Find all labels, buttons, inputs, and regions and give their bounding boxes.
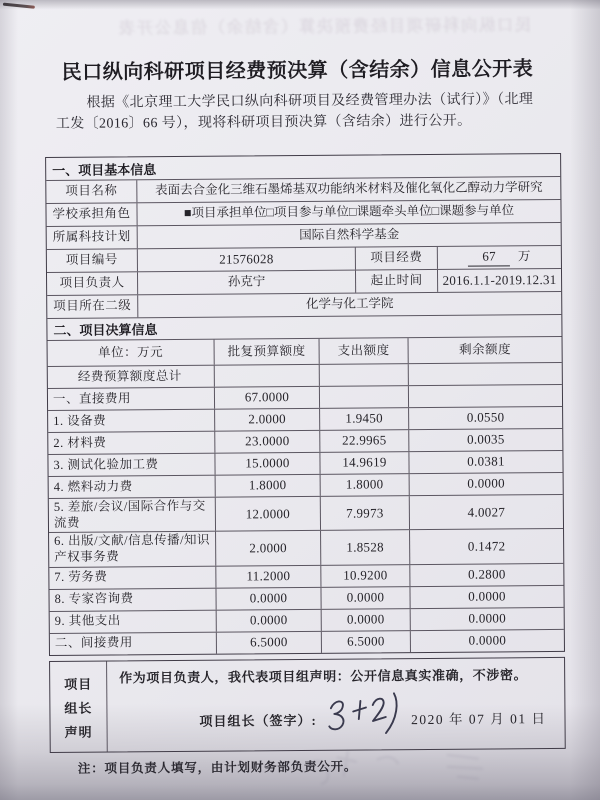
table-row (48, 428, 562, 454)
date-text: 2020 年 07 月 01 日 (411, 711, 547, 728)
project-code-label: 项目编号 (65, 252, 118, 268)
budget-remaining-cell: 0.0000 (410, 629, 564, 651)
table-row (48, 450, 562, 476)
budget-header-row (48, 336, 562, 366)
budget-spent-cell: 14.9619 (319, 452, 408, 474)
budget-col-remaining: 剩余额度 (408, 337, 562, 363)
table-row (50, 628, 564, 654)
declaration-side-label (50, 662, 108, 752)
budget-approved-cell: 1.8000 (215, 475, 320, 497)
budget-spent-cell: 22.9965 (319, 430, 408, 452)
budget-col-spent: 支出额度 (319, 338, 408, 364)
sign-label: 项目组长（签字）: (199, 712, 317, 729)
budget-row-label: 4. 燃料动力费 (53, 479, 133, 494)
budget-row-label: 2. 材料费 (53, 435, 107, 450)
table-row (48, 384, 562, 410)
table-row (49, 584, 563, 610)
budget-row-label: 8. 专家咨询费 (54, 591, 134, 607)
budget-col-approved: 批复预算额度 (214, 339, 319, 365)
table-row (48, 406, 562, 432)
declaration-side-line: 项目 (64, 676, 93, 692)
budget-spent-cell: 1.8528 (320, 530, 409, 564)
row-science-plan (47, 222, 561, 249)
budget-spent-cell: 0.0000 (321, 609, 410, 631)
budget-spent-cell: 1.9450 (319, 408, 408, 430)
budget-col-unit: 单位：万元 (98, 344, 164, 360)
project-code-value: 21576028 (137, 248, 355, 272)
budget-spent-cell (319, 386, 408, 408)
project-name-label: 项目名称 (65, 183, 118, 199)
row-project-code (47, 245, 561, 272)
row-project-leader (47, 268, 561, 295)
budget-remaining-cell: 0.0000 (409, 473, 563, 495)
budget-approved-cell: 0.0000 (216, 609, 321, 631)
budget-approved-cell: 23.0000 (214, 431, 319, 453)
row-school-role (46, 199, 560, 226)
section-budget-header: 二、项目决算信息 (47, 314, 561, 340)
pen-tip-artifact (3, 3, 35, 9)
school-role-checkboxes: ■项目承担单位□项目参与单位□课题牵头单位□课题参与单位 (136, 200, 560, 225)
section-basic-header: 一、项目基本信息 (52, 161, 157, 178)
declaration-statement: 作为项目负责人，我代表项目组声明：公开信息真实准确，不涉密。 (119, 667, 528, 686)
budget-spent-cell: 7.9973 (320, 496, 409, 530)
budget-spent-cell: 1.8000 (320, 474, 409, 496)
budget-approved-cell: 6.5000 (216, 631, 321, 653)
budget-row-label: 二、间接费用 (54, 635, 133, 651)
budget-spent-cell (319, 364, 408, 386)
budget-approved-cell: 12.0000 (215, 497, 320, 531)
budget-spent-cell: 6.5000 (321, 631, 410, 653)
declaration-content (107, 658, 565, 752)
budget-approved-cell (214, 365, 319, 387)
bleedthrough-marks (298, 746, 508, 790)
budget-remaining-cell: 4.0027 (409, 495, 563, 529)
project-funds-value (437, 246, 561, 269)
table-row (49, 562, 563, 588)
budget-row-label: 7. 劳务费 (54, 569, 108, 585)
budget-spent-cell: 0.0000 (320, 587, 409, 609)
declaration-side-line: 声明 (64, 724, 93, 740)
budget-row-label: 5. 差旅/会议/国际合作与交流费 (53, 498, 206, 530)
budget-remaining-cell: 0.0035 (408, 429, 562, 451)
funds-amount: 67 (468, 249, 510, 267)
budget-approved-cell: 67.0000 (214, 387, 319, 409)
department-label: 项目所在二级 (53, 298, 132, 314)
budget-remaining-cell (408, 385, 562, 407)
budget-row-label: 3. 测试化验加工费 (53, 456, 159, 472)
signature-scribble (323, 692, 411, 737)
science-plan-label: 所属科技计划 (52, 229, 131, 245)
table-row (49, 528, 563, 566)
budget-remaining-cell: 0.0000 (409, 585, 563, 607)
budget-remaining-cell: 0.0000 (410, 607, 564, 629)
budget-remaining-cell: 0.0381 (408, 451, 562, 473)
funds-unit: 万 (517, 249, 531, 264)
table-row (48, 362, 562, 388)
budget-row-label: 一、直接费用 (52, 391, 132, 406)
declaration-box (49, 657, 566, 753)
budget-approved-cell: 0.0000 (215, 587, 320, 609)
table-row (50, 606, 564, 632)
page-title: 民口纵向科研项目经费预决算（含结余）信息公开表 (61, 58, 534, 84)
project-leader-label: 项目负责人 (59, 275, 125, 291)
budget-approved-cell: 2.0000 (215, 531, 320, 565)
budget-remaining-cell (408, 363, 562, 385)
budget-remaining-cell: 0.0550 (408, 407, 562, 429)
table-row (49, 494, 563, 532)
budget-row-label: 9. 其他支出 (54, 613, 121, 629)
budget-row-label: 经费预算额度总计 (77, 368, 182, 384)
school-role-label: 学校承担角色 (52, 206, 131, 222)
budget-remaining-cell: 0.1472 (409, 529, 563, 563)
period-value: 2016.1.1-2019.12.31 (437, 269, 561, 292)
department-value: 化学与化工学院 (137, 292, 561, 317)
footnote: 注：项目负责人填写，由计划财务部负责公开。 (77, 759, 358, 776)
bleedthrough-text: 民口纵向科研项目经费预决算（含结余）信息公开表 (116, 17, 532, 38)
budget-remaining-cell: 0.2800 (409, 563, 563, 585)
row-project-name (46, 176, 560, 203)
table-row (49, 472, 563, 498)
signature-row (119, 699, 554, 738)
budget-approved-cell: 2.0000 (214, 409, 319, 431)
budget-approved-cell: 15.0000 (214, 453, 319, 475)
row-department (47, 291, 561, 318)
project-funds-label: 项目经费 (355, 247, 437, 270)
intro-paragraph: 根据《北京理工大学民口纵向科研项目及经费管理办法（试行）》（北理工发〔2016〕66 号），现将科研项目预决算（含结余）进行公开。 (55, 92, 534, 132)
period-label: 起止时间 (355, 270, 437, 293)
budget-row-label: 1. 设备费 (53, 413, 107, 428)
science-plan-value: 国际自然科学基金 (137, 223, 561, 248)
budget-spent-cell: 10.9200 (320, 565, 409, 587)
project-name-value: 表面去合金化三维石墨烯基双功能纳米材料及催化氧化乙醇动力学研究 (136, 177, 560, 202)
budget-row-label: 6. 出版/文献/信息传播/知识产权事务费 (54, 532, 211, 564)
declaration-side-line: 组长 (64, 700, 93, 716)
project-leader-value: 孙克宁 (137, 271, 355, 295)
form-table (45, 153, 565, 656)
budget-approved-cell: 11.2000 (215, 565, 320, 587)
